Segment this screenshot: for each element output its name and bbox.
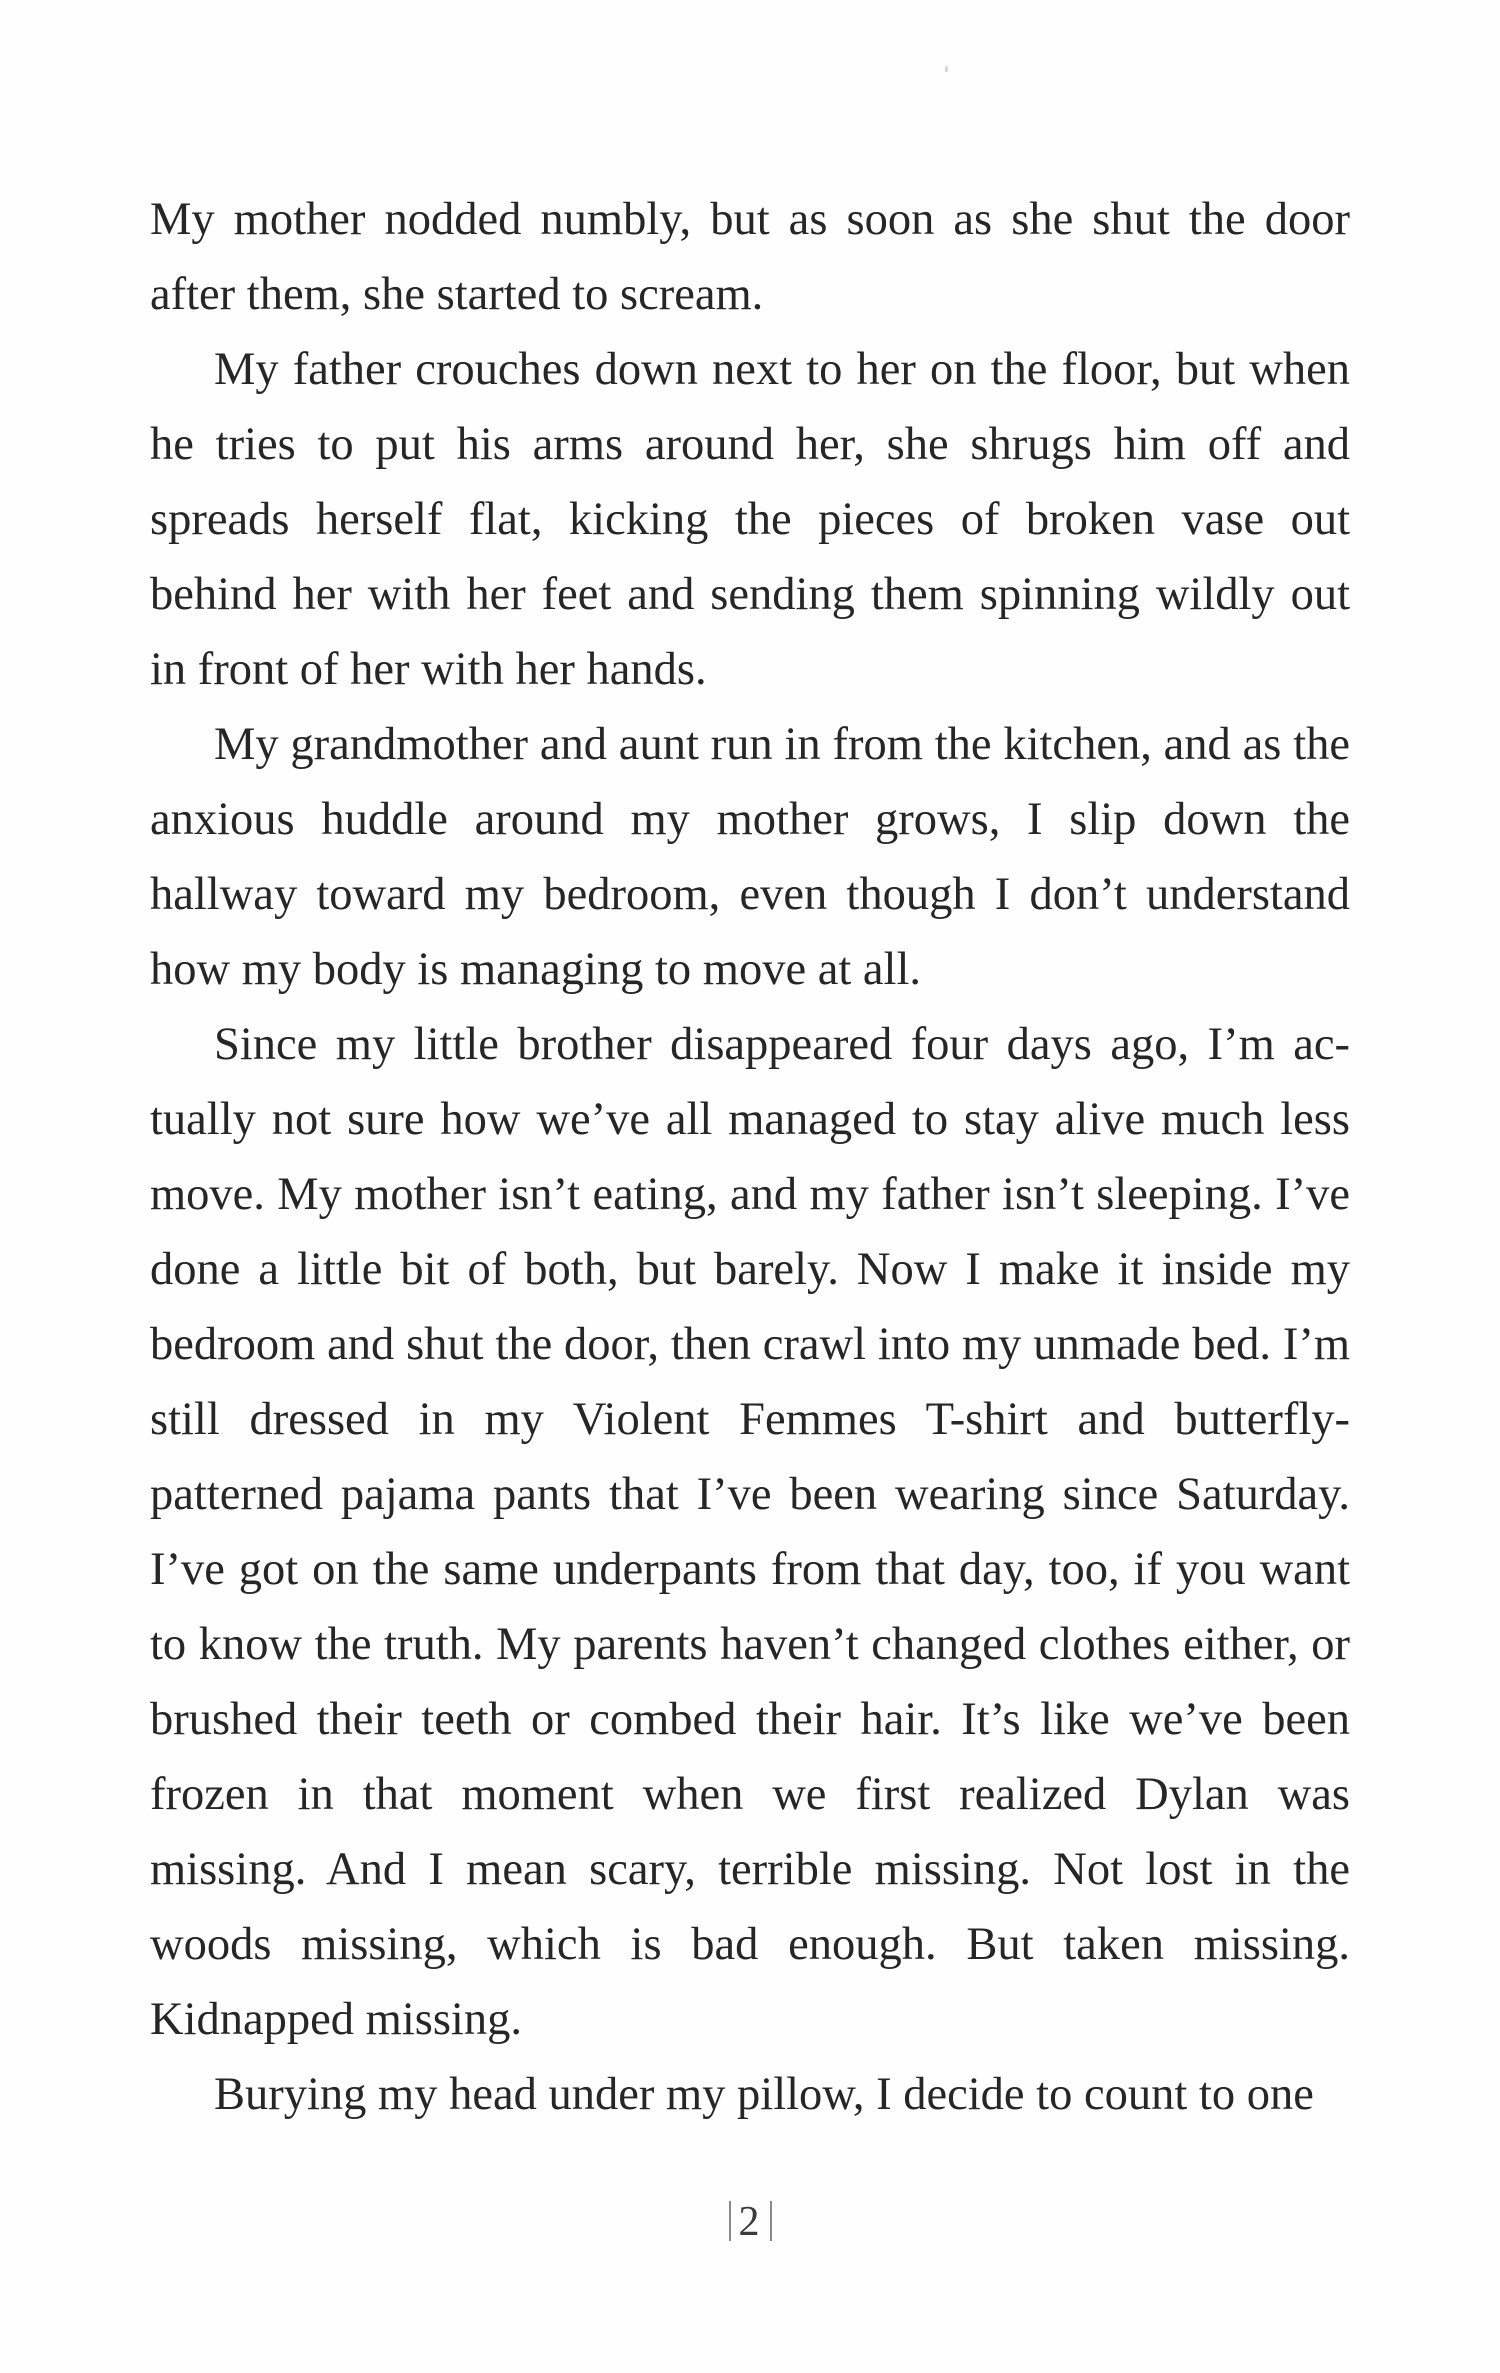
page-number: 2	[738, 2199, 762, 2245]
page-number-footer	[0, 2198, 1500, 2246]
folio-right-rule	[770, 2201, 772, 2241]
folio-left-rule	[729, 2201, 731, 2241]
paragraph: My father crouches down next to her on the floor, but when he tries to put his arms around her, she shrugs him off and spreads herself flat, kicking the pieces of broken vase out behind her with her feet and sending them spinning wildly out in front of her with her hands.	[150, 344, 1350, 695]
paragraph: Since my little brother disappeared four days ago, I’m actually not sure how we’ve all managed to stay alive much less move. My mother isn’t eating, and my father isn’t sleeping. I’ve done a little bit of both, but barely. Now I make it inside my bedroom and shut the door, then crawl into my unmade bed. I’m still dressed in my Violent Femmes T-shirt and butterfly-patterned pajama pants that I’ve been wearing since Saturday. I’ve got on the same underpants from that day, too, if you want to know the truth. My parents haven’t changed clothes either, or brushed their teeth or combed their hair. It’s like we’ve been frozen in that moment when we first realized Dylan was missing. And I mean scary, terrible missing. Not lost in the woods missing, which is bad enough. But taken missing. Kidnapped missing.	[150, 1019, 1350, 2045]
scan-speck	[945, 66, 948, 72]
paragraph-continued: My mother nodded numbly, but as soon as she shut the door after them, she started to scream.	[150, 194, 1350, 320]
paragraph: Burying my head under my pillow, I decide to count to one	[214, 2069, 1314, 2120]
paragraph: My grandmother and aunt run in from the kitchen, and as the anxious huddle around my mother grows, I slip down the hallway toward my bedroom, even though I don’t understand how my body is managing to move at all.	[150, 719, 1350, 995]
body-text	[150, 182, 1350, 2132]
